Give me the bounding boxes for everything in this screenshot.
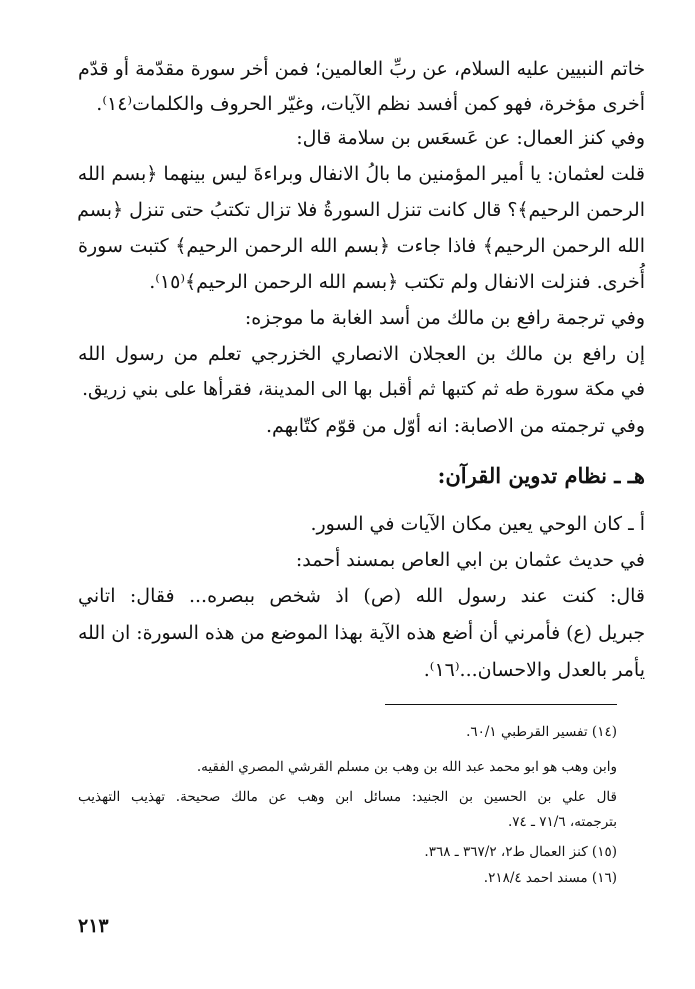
body-line: وفي كنز العمال: عن عَسعَس بن سلامة قال: [296, 127, 645, 149]
body-line: أُخرى. فنزلت الانفال ولم تكتب ﴿بسم الله الرحمن الرحيم﴾⁽١٥⁾. [149, 271, 645, 293]
section-line: أ ـ كان الوحي يعين مكان الآيات في السور. [310, 513, 645, 535]
footnote: بترجمته، ٧١/٦ ـ ٧٤. [507, 814, 617, 830]
section-line: يأمر بالعدل والاحسان...⁽١٦⁾. [423, 659, 645, 681]
body-line: خاتم النبيين عليه السلام، عن ربِّ العالمين؛ فمن أخر سورة مقدّمة أو قدّم [78, 59, 645, 80]
body-line: وفي ترجمته من الاصابة: انه أوّل من قوّم كتّابهم. [266, 415, 645, 437]
footnote: (١٤) تفسير القرطبي ٦٠/١. [466, 724, 617, 740]
section-line: جبريل (ع) فأمرني أن أضع هذه الآية بهذا الموضع من هذه السورة: ان الله [78, 623, 645, 644]
footnote: (١٦) مسند احمد ٢١٨/٤. [483, 870, 617, 886]
section-line: في حديث عثمان بن ابي العاص بمسند أحمد: [295, 549, 645, 571]
section-heading: هـ ـ نظام تدوين القرآن: [437, 463, 645, 488]
footnote: وابن وهب هو ابو محمد عبد الله بن وهب بن مسلم القرشي المصري الفقيه. [196, 759, 617, 775]
section-line: قال: كنت عند رسول الله (ص) اذ شخص ببصره... فقال: اتاني [78, 585, 645, 607]
body-line: إن رافع بن مالك بن العجلان الانصاري الخزرجي تعلم من رسول الله [78, 343, 645, 365]
body-line: وفي ترجمة رافع بن مالك من أسد الغابة ما موجزه: [244, 307, 645, 329]
body-line: الله الرحمن الرحيم﴾ فاذا جاءت ﴿بسم الله الرحمن الرحيم﴾ كتبت سورة [78, 235, 645, 257]
body-line: أخرى مؤخرة، فهو كمن أفسد نظم الآيات، وغيّر الحروف والكلمات⁽١٤⁾. [96, 93, 645, 115]
body-line: الرحمن الرحيم﴾؟ قال كانت تنزل السورةُ فلا تزال تكتبُ حتى تنزل ﴿بسم [77, 199, 645, 221]
footnote: (١٥) كنز العمال ط٢، ٣٦٧/٢ ـ ٣٦٨. [424, 844, 617, 860]
page-number: ٢١٣ [78, 915, 109, 937]
body-line: قلت لعثمان: يا أمير المؤمنين ما بالُ الانفال وبراءةَ ليس بينهما ﴿بسم الله [77, 163, 645, 185]
body-line: في مكة سورة طه ثم كتبها ثم أقبل بها الى المدينة، فقرأها على بني زريق. [82, 379, 645, 400]
footnote-divider [385, 704, 617, 705]
footnote: قال علي بن الحسين بن الجنيد: مسائل ابن وهب عن مالك صحيحة. تهذيب التهذيب [78, 789, 617, 805]
